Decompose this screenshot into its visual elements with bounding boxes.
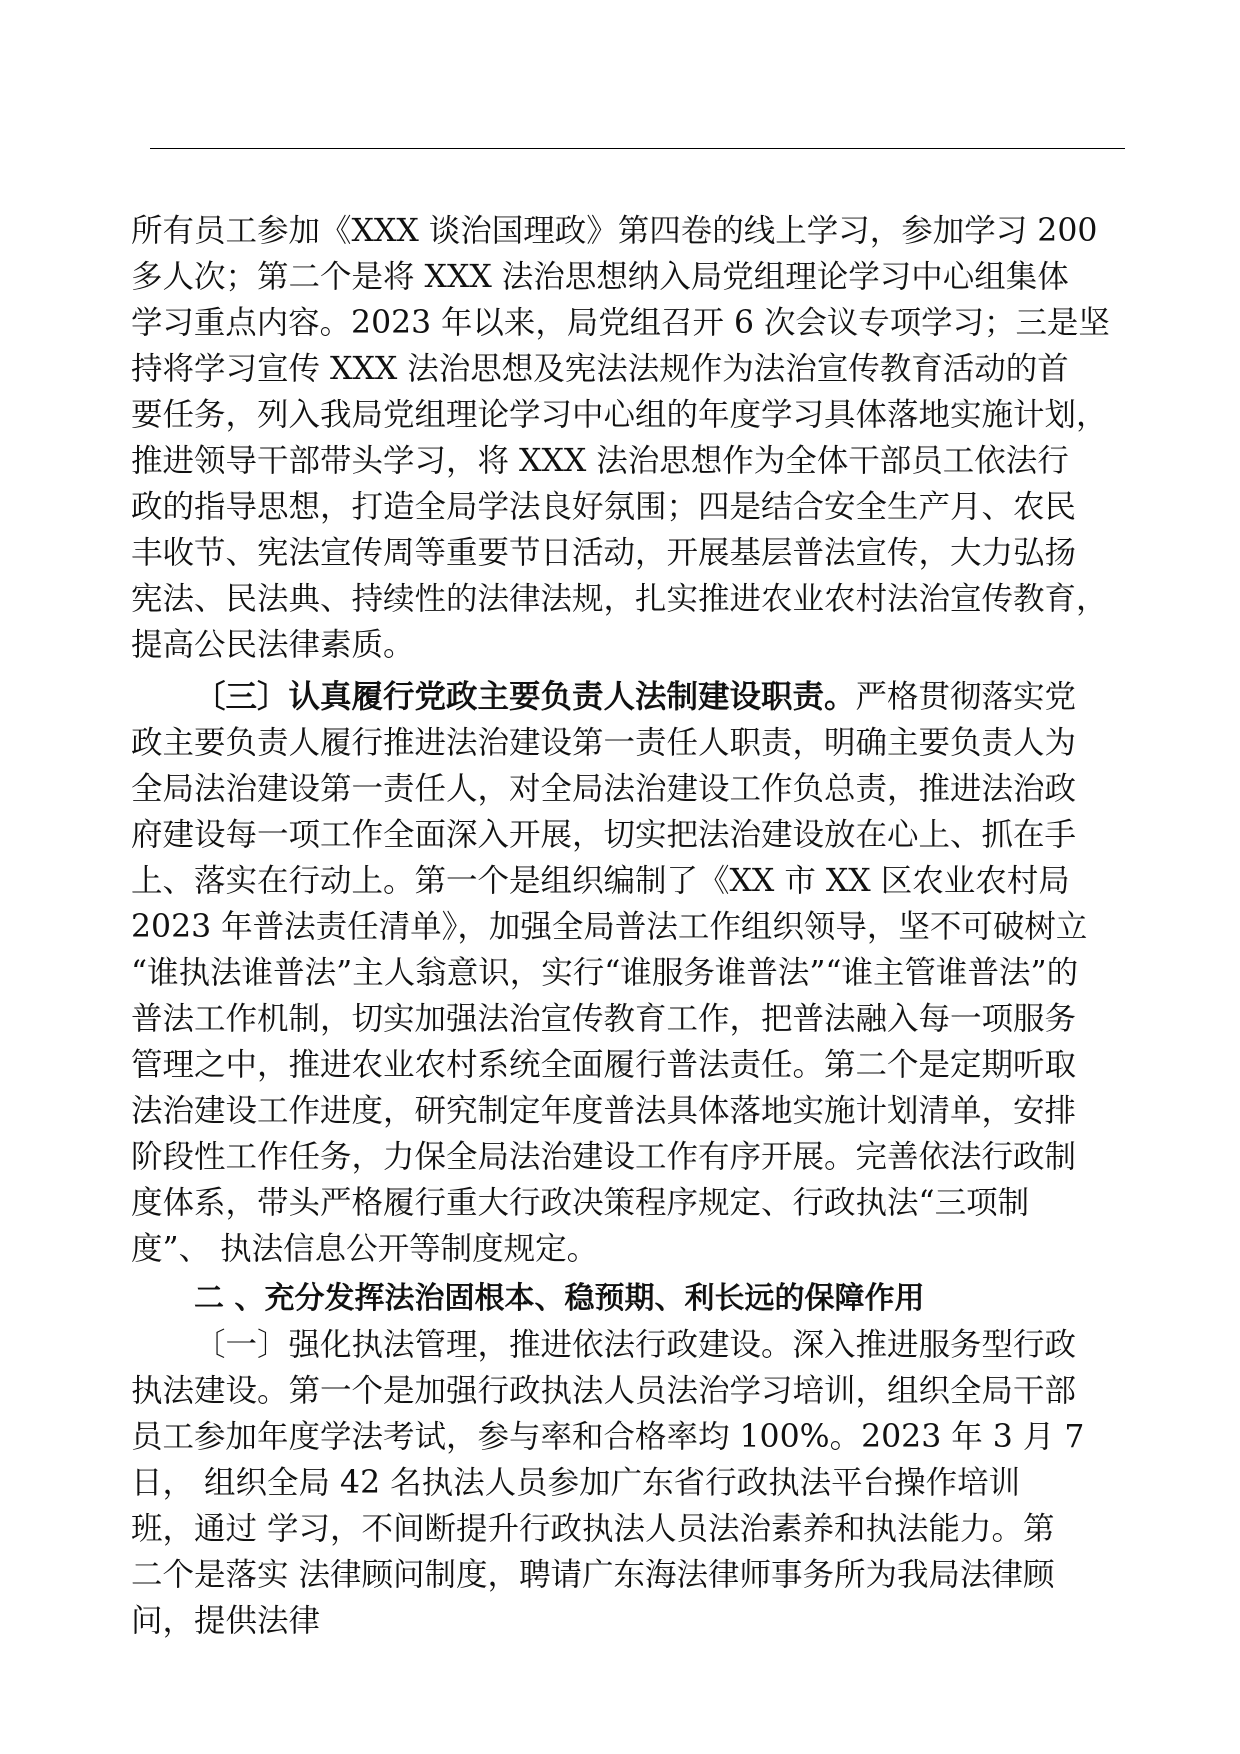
text-line: 班，通过 学习，不间断提升行政执法人员法治素养和执法能力。第: [131, 1511, 1055, 1547]
header-rule: [150, 148, 1125, 149]
section-heading: 二 、充分发挥法治固根本、稳预期、利长远的保障作用: [194, 1281, 925, 1316]
text-line: 政主要负责人履行推进法治建设第一责任人职责，明确主要负责人为: [131, 725, 1077, 761]
text-line: 推进领导干部带头学习，将 XXX 法治思想作为全体干部员工依法行: [131, 443, 1069, 479]
text-line: 提高公民法律素质。: [131, 627, 415, 663]
text-line: 阶段性工作任务，力保全局法治建设工作有序开展。完善依法行政制: [131, 1139, 1077, 1175]
text-line: 〔一〕强化执法管理，推进依法行政建设。深入推进服务型行政: [194, 1327, 1077, 1363]
text-line: 日， 组织全局 42 名执法人员参加广东省行政执法平台操作培训: [131, 1465, 1021, 1501]
text-line: 要任务，列入我局党组理论学习中心组的年度学习具体落地实施计划，: [131, 397, 1108, 433]
text-line: 政的指导思想，打造全局学法良好氛围；四是结合安全生产月、农民: [131, 489, 1077, 525]
text-line: 问，提供法律: [131, 1603, 321, 1639]
text-line: 员工参加年度学法考试，参与率和合格率均 100%。2023 年 3 月 7: [131, 1419, 1085, 1455]
paragraph-lead-line: [194, 677, 1076, 717]
text-line: 二个是落实 法律顾问制度，聘请广东海法律师事务所为我局法律顾: [131, 1557, 1055, 1593]
text-line: 度体系，带头严格履行重大行政决策程序规定、行政执法“三项制: [131, 1185, 1030, 1221]
text-line: 学习重点内容。2023 年以来，局党组召开 6 次会议专项学习；三是坚: [131, 305, 1110, 341]
text-line: 全局法治建设第一责任人，对全局法治建设工作负总责，推进法治政: [131, 771, 1077, 807]
text-line: 丰收节、宪法宣传周等重要节日活动，开展基层普法宣传，大力弘扬: [131, 535, 1077, 571]
text-line: 2023 年普法责任清单》，加强全局普法工作组织领导，坚不可破树立: [131, 909, 1088, 945]
text-line: 管理之中，推进农业农村系统全面履行普法责任。第二个是定期听取: [131, 1047, 1077, 1083]
text-line: 府建设每一项工作全面深入开展，切实把法治建设放在心上、抓在手: [131, 817, 1077, 853]
subsection-title: 〔三〕认真履行党政主要负责人法制建设职责。: [194, 678, 856, 715]
text-line: 法治建设工作进度，研究制定年度普法具体落地实施计划清单，安排: [131, 1093, 1077, 1129]
text-line: 多人次；第二个是将 XXX 法治思想纳入局党组理论学习中心组集体: [131, 259, 1069, 295]
text-line: 持将学习宣传 XXX 法治思想及宪法法规作为法治宣传教育活动的首: [131, 351, 1069, 387]
text-line: “谁执法谁普法”主人翁意识，实行“谁服务谁普法”“谁主管谁普法”的: [131, 955, 1079, 991]
text-line: 普法工作机制，切实加强法治宣传教育工作，把普法融入每一项服务: [131, 1001, 1077, 1037]
text-line: 执法建设。第一个是加强行政执法人员法治学习培训，组织全局干部: [131, 1373, 1077, 1409]
text-line: 宪法、民法典、持续性的法律法规，扎实推进农业农村法治宣传教育，: [131, 581, 1108, 617]
text-line: 所有员工参加《XXX 谈治国理政》第四卷的线上学习，参加学习 200: [131, 213, 1098, 249]
text-line: 度”、 执法信息公开等制度规定。: [131, 1231, 599, 1267]
text-span: 严格贯彻落实党: [855, 679, 1077, 715]
text-line: 上、落实在行动上。第一个是组织编制了《XX 市 XX 区农业农村局: [131, 863, 1070, 899]
